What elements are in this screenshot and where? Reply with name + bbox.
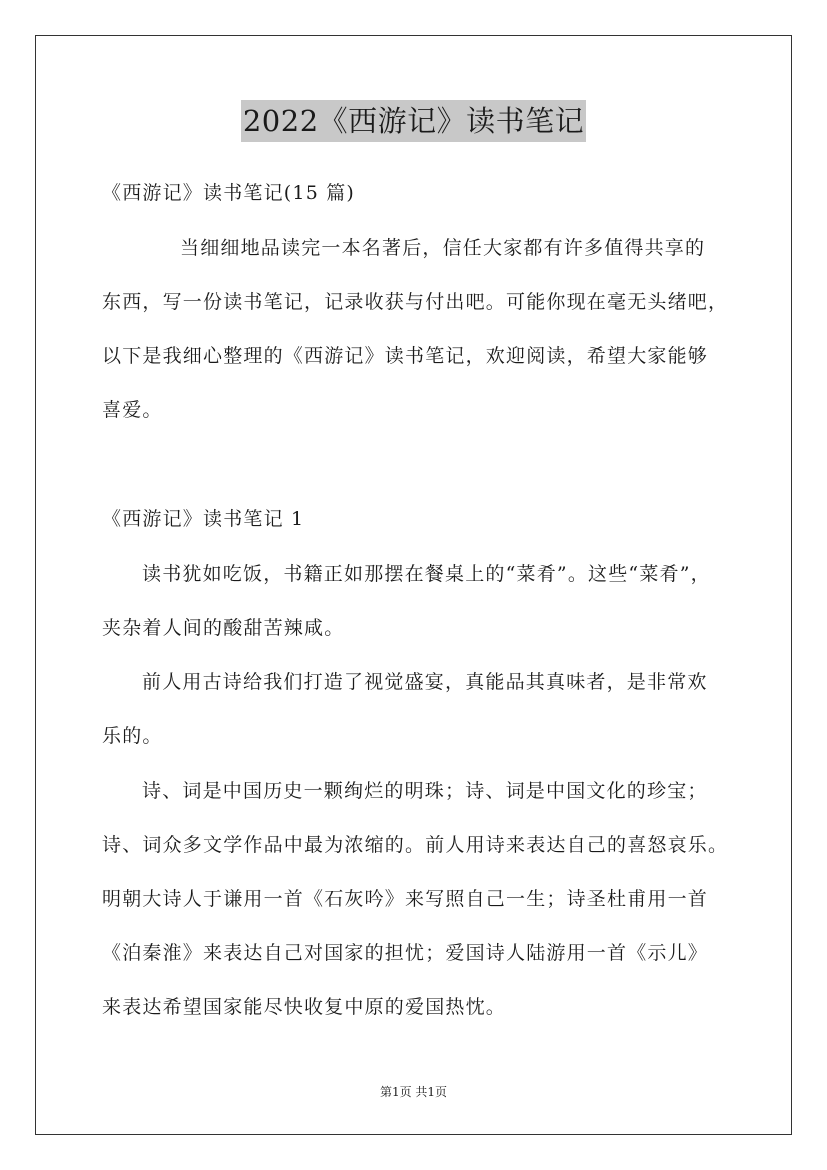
intro-line: 喜爱。 [102, 399, 163, 421]
intro-line: 以下是我细心整理的《西游记》读书笔记，欢迎阅读，希望大家能够 [102, 345, 709, 367]
intro-line: 当细细地品读完一本名著后，信任大家都有许多值得共享的 [180, 237, 706, 259]
document-title: 2022《西游记》读书笔记 [241, 100, 586, 142]
body-line: 诗、词众多文学作品中最为浓缩的。前人用诗来表达自己的喜怒哀乐。 [102, 834, 729, 856]
title-container [0, 100, 827, 142]
body-line: 夹杂着人间的酸甜苦辣咸。 [102, 617, 345, 639]
body-line: 前人用古诗给我们打造了视觉盛宴，真能品其真味者，是非常欢 [142, 671, 708, 693]
page-footer: 第1页 共1页 [379, 1085, 448, 1099]
body-line: 来表达希望国家能尽快收复中原的爱国热忱。 [102, 996, 507, 1018]
section-heading: 《西游记》读书笔记 1 [102, 508, 305, 530]
body-line: 乐的。 [102, 725, 163, 747]
body-line: 《泊秦淮》来表达自己对国家的担忧；爱国诗人陆游用一首《示儿》 [102, 942, 709, 964]
document-subtitle: 《西游记》读书笔记(15 篇) [102, 182, 356, 204]
body-line: 诗、词是中国历史一颗绚烂的明珠；诗、词是中国文化的珍宝； [142, 780, 708, 802]
body-line: 读书犹如吃饭，书籍正如那摆在餐桌上的“菜肴”。这些“菜肴”， [142, 563, 711, 585]
intro-line: 东西，写一份读书笔记，记录收获与付出吧。可能你现在毫无头绪吧， [102, 291, 729, 313]
body-line: 明朝大诗人于谦用一首《石灰吟》来写照自己一生；诗圣杜甫用一首 [102, 888, 709, 910]
